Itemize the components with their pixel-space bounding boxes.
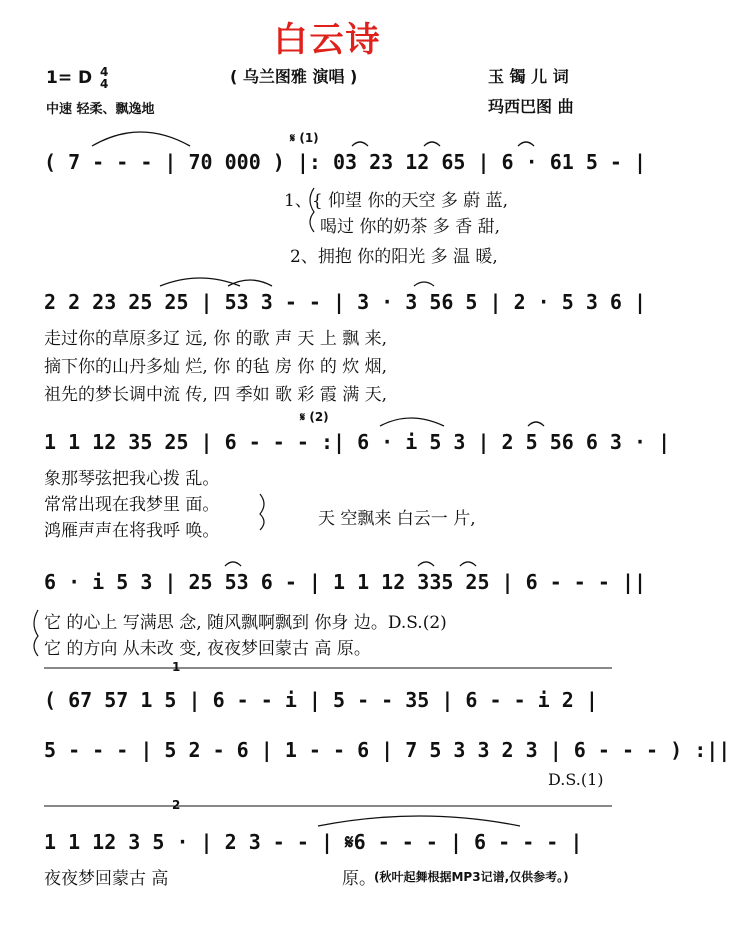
notation-row-3: 1 1 12 35 25 | 6 - - - :| 6 · i 5 3 | 2 5 56 6 3 · |: [44, 430, 671, 454]
tempo-marking: 中速 轻柔、飘逸地: [46, 102, 155, 117]
notation-row-1: ( 7 - - - | 70 000 ) |: 03 23 12 65 | 6 · 61 5 - |: [44, 150, 647, 174]
time-top: 4: [100, 65, 109, 79]
slur-6: [228, 280, 272, 286]
lyric-3d: 天 空飘来 白云一 片,: [318, 509, 476, 529]
slur-13: [318, 816, 520, 826]
composer-credit: 玛西巴图 曲: [488, 97, 574, 116]
key-label: 1= D: [46, 68, 93, 88]
slur-1: [92, 132, 190, 146]
slur-2: [352, 142, 368, 146]
slur-7: [414, 282, 434, 286]
volta-2: 2: [172, 798, 181, 812]
slur-4: [518, 142, 534, 146]
notation-row-4: 6 · i 5 3 | 25 53 6 - | 1 1 12 335 25 | 6 - - - ||: [44, 570, 647, 594]
notation-row-6: 5 - - - | 5 2 - 6 | 1 - - 6 | 7 5 3 3 2 3 | 6 - - - ) :||: [44, 738, 730, 762]
lyric-2b: 摘下你的山丹多灿 烂, 你 的毡 房 你 的 炊 烟,: [44, 357, 388, 377]
transcription-note: (秋叶起舞根据MP3记谱,仅供参考。): [374, 870, 569, 884]
notation-row-5: ( 67 57 1 5 | 6 - - i | 5 - - 35 | 6 - - i 2 |: [44, 688, 598, 712]
slur-8: [380, 418, 444, 426]
lyric-7b: 原。: [342, 869, 376, 889]
lyric-v2: 2、拥抱 你的阳光 多 温 暖,: [290, 247, 498, 267]
volta-1: 1: [172, 660, 181, 674]
lyric-2c: 祖先的梦长调中流 传, 四 季如 歌 彩 霞 满 天,: [44, 385, 388, 405]
lyric-brace-3: [34, 610, 38, 656]
lyricist-credit: 玉 镯 儿 词: [488, 67, 569, 86]
segno-2: 𝄋 (2): [300, 410, 329, 424]
slur-3: [424, 142, 440, 146]
slur-10: [225, 562, 241, 566]
performer-credit: ( 乌兰图雅 演唱 ): [230, 67, 358, 86]
lyric-4a: 它 的心上 写满思 念, 随风飘啊飘到 你身 边。D.S.(2): [44, 613, 447, 633]
slur-12: [460, 562, 476, 566]
lyric-3a: 象那琴弦把我心拨 乱。: [44, 469, 220, 489]
lyric-2a: 走过你的草原多辽 远, 你 的歌 声 天 上 飘 来,: [44, 329, 388, 349]
song-title: 白云诗: [273, 20, 382, 60]
slur-11: [418, 562, 434, 566]
lyric-v1a: 1、{ 仰望 你的天空 多 蔚 蓝,: [284, 191, 509, 211]
lyric-3b: 常常出现在我梦里 面。: [44, 495, 220, 515]
time-bottom: 4: [100, 77, 109, 91]
lyric-brace-2: [260, 494, 264, 530]
notation-row-7: 1 1 12 3 5 · | 2 3 - - | 𝄋6 - - - | 6 - - - |: [44, 830, 583, 854]
lyric-4b: 它 的方向 从未改 变, 夜夜梦回蒙古 高 原。: [44, 639, 371, 659]
lyric-7a: 夜夜梦回蒙古 高: [44, 869, 169, 889]
slur-5: [160, 278, 240, 286]
lyric-brace-1: [310, 188, 314, 232]
lyric-v1b: 喝过 你的奶茶 多 香 甜,: [320, 217, 501, 237]
slur-9: [528, 422, 544, 426]
segno-1: 𝄋 (1): [290, 131, 319, 145]
lyric-3c: 鸿雁声声在将我呼 唤。: [44, 521, 220, 541]
ds-1: D.S.(1): [548, 770, 604, 789]
notation-row-2: 2 2 23 25 25 | 53 3 - - | 3 · 3 56 5 | 2 · 5 3 6 |: [44, 290, 647, 314]
